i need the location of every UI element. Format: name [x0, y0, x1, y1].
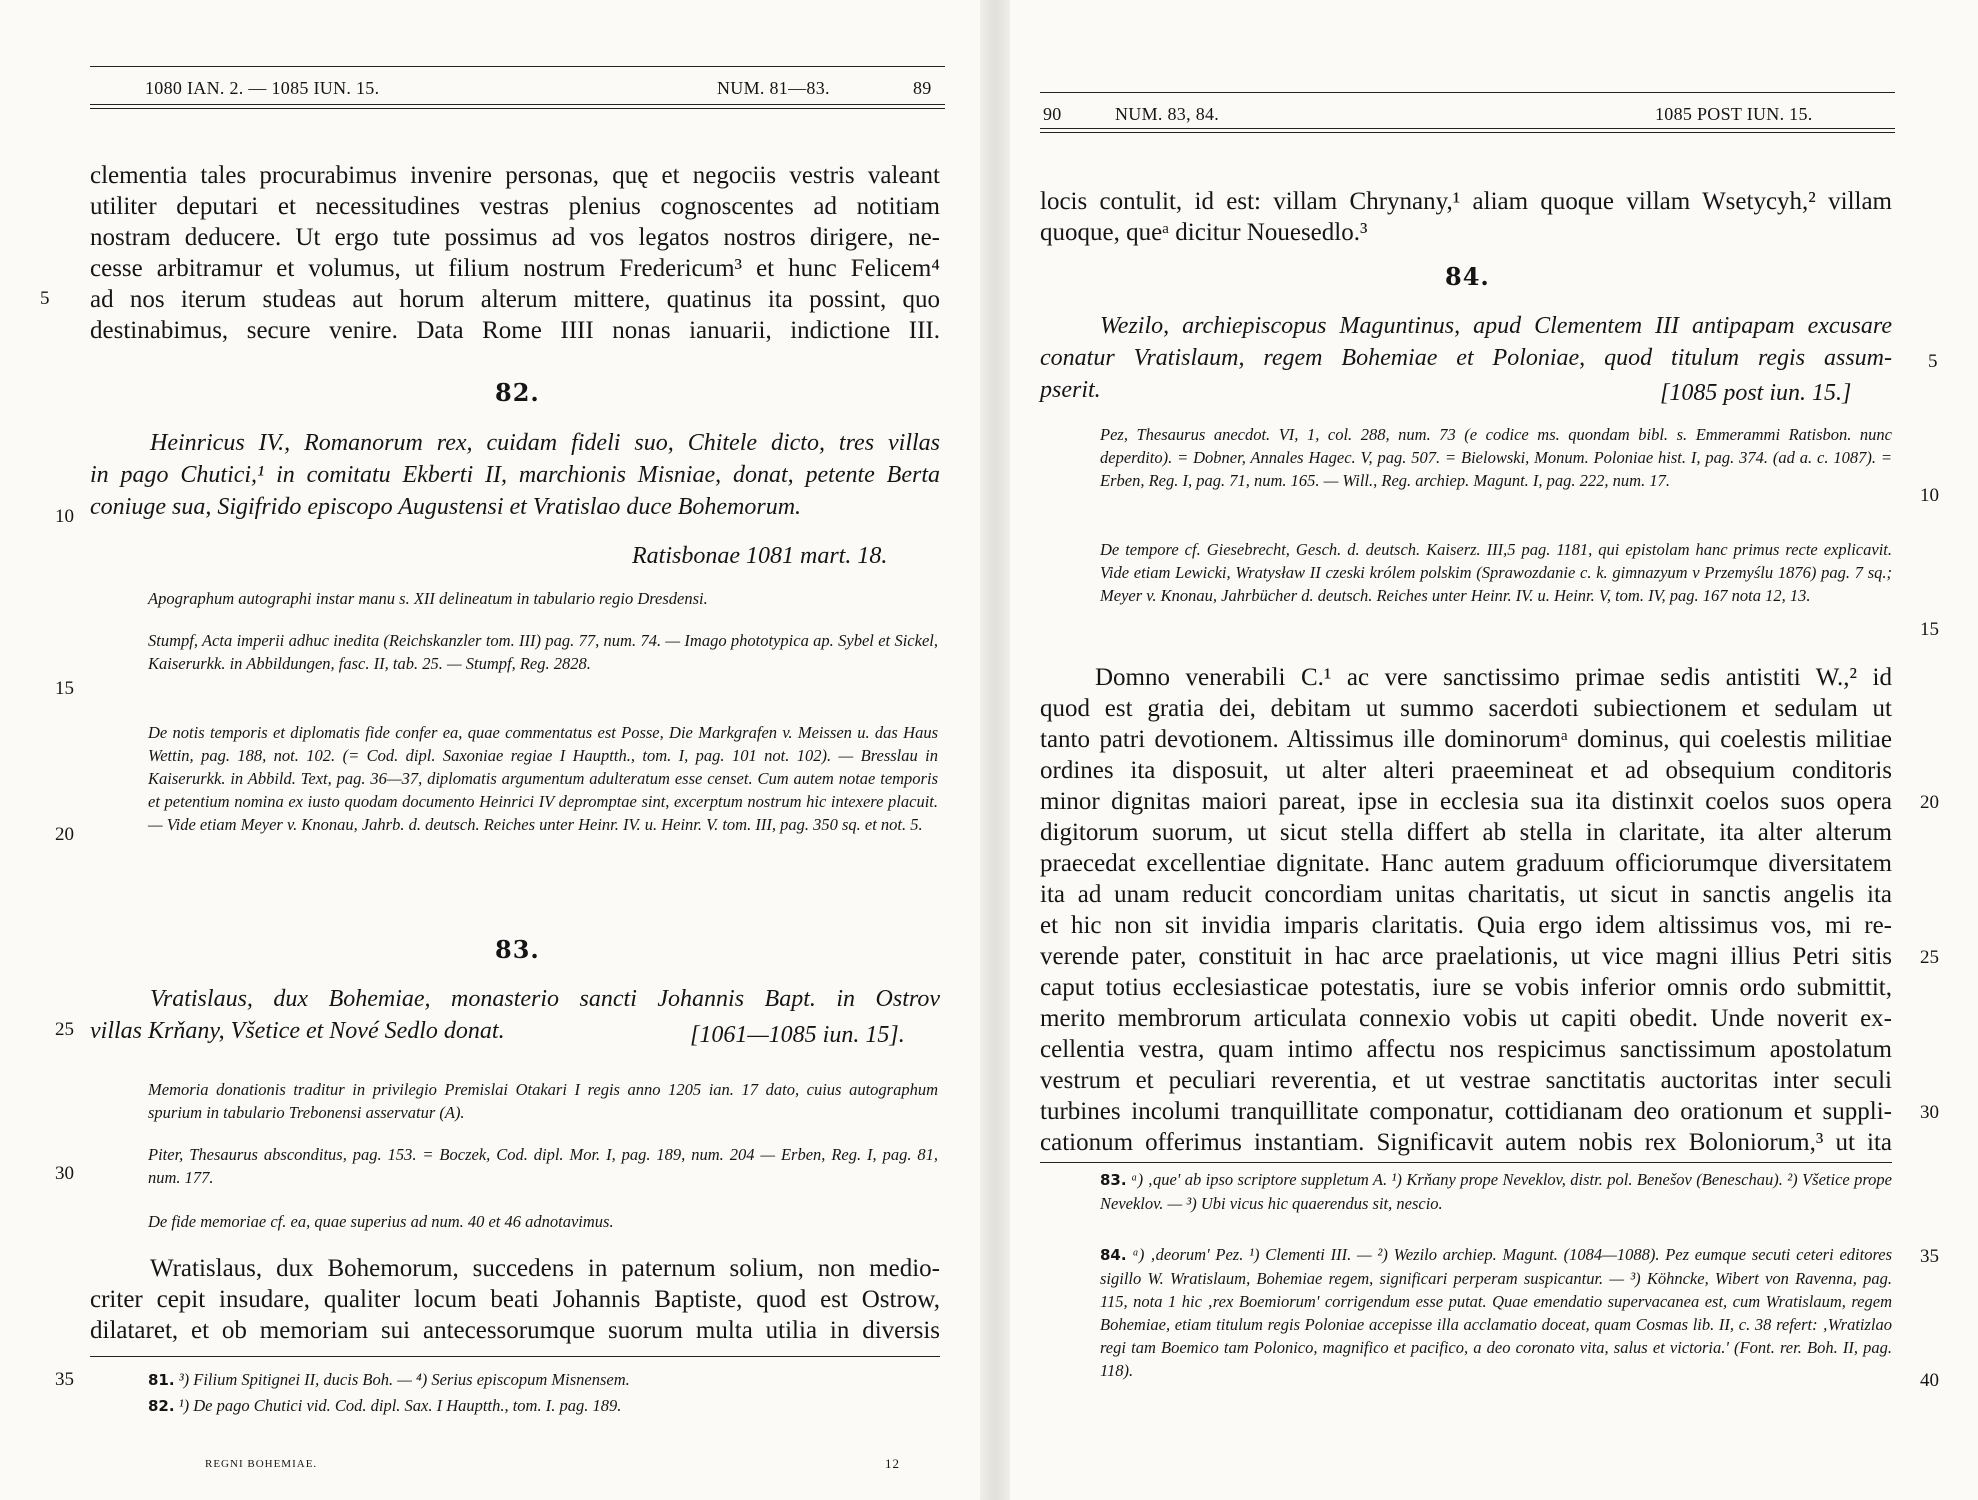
- text-line: vestrum et peculiari reverentia, et ut vestrae sanctitatis auctoritas inter seculi: [1040, 1067, 1892, 1094]
- text-line: tanto patri devotionem. Altissimus ille dominorumᵃ dominus, qui coelestis militiae: [1040, 726, 1892, 753]
- text-line: caput totius ecclesiasticae potestatis, iure se vobis inferior omnis ordo submittit,: [1040, 974, 1892, 1001]
- regest-line: in pago Chutici,¹ in comitatu Ekberti II, marchionis Misniae, donat, petente Berta: [90, 462, 940, 488]
- signature-mark: REGNI BOHEMIAE.: [205, 1458, 318, 1470]
- text-line: ordines ita disposuit, ut alter alteri praeemineat et ad obsequium conditoris: [1040, 757, 1892, 784]
- text-line: quod est gratia dei, debitam ut summo sacerdoti subiectionem et sedulam ut: [1040, 695, 1892, 722]
- text-line: Wratislaus, dux Bohemorum, succedens in paternum solium, non medio-: [150, 1255, 940, 1282]
- text-line: criter cepit insudare, qualiter locum beati Johannis Baptiste, quod est Ostrow,: [90, 1286, 940, 1313]
- line-number: 35: [1920, 1246, 1939, 1267]
- footnote-text: ᵃ) ‚que' ab ipso scriptore suppletum A. ¹) Krňany prope Neveklov, distr. pol. Benešov (Beneschau). ²) Všetice prope Neveklov. — ³) Ubi vicus hic quaerendus sit, nescio.: [1100, 1170, 1893, 1213]
- regest-line: villas Krňany, Všetice et Nové Sedlo donat.: [90, 1018, 505, 1044]
- line-number: 30: [1920, 1102, 1939, 1123]
- footnote-83: [1100, 1168, 1892, 1215]
- regest-line: Vratislaus, dux Bohemiae, monasterio sancti Johannis Bapt. in Ostrov: [150, 986, 940, 1012]
- text-line: Domno venerabili C.¹ ac vere sanctissimo primae sedis antistiti W.,² id: [1095, 664, 1892, 691]
- text-line: merito membrorum articulata connexio vobis ut capiti obedit. Unde noverit ex-: [1040, 1005, 1892, 1032]
- right-page: [1010, 0, 1978, 1500]
- text-line: minor dignitas maiori pareat, ipse in ecclesia sua ita distinxit coelos suos opera: [1040, 788, 1892, 815]
- text-line: turbines incolumi tranquillitate componatur, cottidianam deo orationum et suppli-: [1040, 1098, 1892, 1125]
- line-number: 25: [55, 1019, 74, 1040]
- footnote-text: ¹) De pago Chutici vid. Cod. dipl. Sax. I Hauptth., tom. I. pag. 189.: [178, 1396, 622, 1415]
- regest-82: [90, 427, 940, 523]
- text-line: cesse arbitramur et volumus, ut filium nostrum Fredericum³ et hunc Felicem⁴: [90, 255, 940, 282]
- text-line: quoque, queᵃ dicitur Nouesedlo.³: [1040, 219, 1368, 246]
- regest-line: pserit.: [1040, 377, 1101, 403]
- date-83: [1061—1085 iun. 15].: [690, 1022, 905, 1048]
- text-line: digitorum suorum, ut sicut stella differt ab stella in claritate, ita alter alterum: [1040, 819, 1892, 846]
- text-line: nostram deducere. Ut ergo tute possimus ad vos legatos nostros dirigere, ne-: [90, 224, 940, 251]
- date-84: [1085 post iun. 15.]: [1660, 380, 1852, 406]
- line-number: 10: [1920, 485, 1939, 506]
- footnote-number: 83.: [1100, 1171, 1127, 1189]
- intro-text: [1040, 186, 1892, 248]
- text-83: [90, 1253, 940, 1346]
- running-head-numbers: NUM. 81—83.: [717, 78, 830, 98]
- text-line: dilataret, et ob memoriam sui antecessorumque suorum multa utilia in diversis: [90, 1317, 940, 1344]
- text-line: cationum offerimus instantiam. Significavit autem nobis rex Boloniorum,³ ut ita: [1040, 1129, 1892, 1156]
- footnote-82: [148, 1394, 938, 1418]
- line-number: 15: [55, 678, 74, 699]
- text-line: destinabimus, secure venire. Data Rome IIII nonas ianuarii, indictione III.: [90, 317, 940, 344]
- note-82-2: Stumpf, Acta imperii adhuc inedita (Reichskanzler tom. III) pag. 77, num. 74. — Imago phototypica ap. Sybel et Sickel, Kaiserurkk. in Abbildungen, fasc. II, tab. 25. — Stumpf, Reg. 2828.: [148, 631, 938, 673]
- footnote-rule: [1040, 1162, 1892, 1163]
- line-number: 15: [1920, 619, 1939, 640]
- document-number-83: 83.: [495, 935, 540, 964]
- running-head-numbers: NUM. 83, 84.: [1115, 104, 1220, 124]
- book-gutter: [980, 0, 1010, 1500]
- date-82: Ratisbonae 1081 mart. 18.: [632, 543, 888, 569]
- page-number: 90: [1043, 104, 1062, 124]
- note-83-3: De fide memoriae cf. ea, quae superius ad num. 40 et 46 adnotavimus.: [148, 1212, 614, 1231]
- document-number-82: 82.: [495, 378, 540, 407]
- header-bottom-rule-2: [90, 108, 945, 109]
- line-number: 5: [40, 288, 50, 309]
- note-82-3: De notis temporis et diplomatis fide confer ea, quae commentatus est Posse, Die Markgrafen v. Meissen u. das Haus Wettin, pag. 188, not. 102. (= Cod. dipl. Saxoniae regiae I Hauptth., tom. I, pag. 101 not. 102). — Bresslau in Kaiserurkk. in Abbild. Text, pag. 36—37, diplomatis argumentum adulteratum esse censet. Cum autem notae temporis et petentium nomina ex iusto quodam documento Heinrici IV depromptae sint, excerptum nostrum hic intexere placuit. — Vide etiam Meyer v. Knonau, Jahrb. d. deutsch. Reiches unter Heinr. IV. u. Heinr. V. tom. III, pag. 350 sq. et not. 5.: [148, 723, 938, 834]
- footnote-text: ᵃ) ‚deorum' Pez. ¹) Clementi III. — ²) Wezilo archiep. Magunt. (1084—1088). Pez eumque secuti ceteri editores sigillo W. Wratislaum, Bohemiae regem, significari perperam suspicantur. — ³) Köhncke, Wibert von Ravenna, pag. 115, nota 1 hic ‚rex Boemiorum' corrigendum esse putat. Quae emendatio supervacanea est, cum Wratislaum, regem Bohemiae, etiam titulum regis Poloniae accepisse illa acclamatio doceat, quam Cosmas lib. II, c. 38 refert: ‚Wratizlao regi tam Boemico tam Polonico, magnifico et pacifico, a deo coronato vita, salus et victoria.' (Font. rer. Boh. II, pag. 118).: [1100, 1245, 1892, 1380]
- line-number: 40: [1920, 1370, 1939, 1391]
- line-number: 20: [1920, 792, 1939, 813]
- line-number: 30: [55, 1163, 74, 1184]
- text-line: utiliter deputari et necessitudines vestras plenius cognoscentes ad notitiam: [90, 193, 940, 220]
- note-83-2: Piter, Thesaurus absconditus, pag. 153. = Boczek, Cod. dipl. Mor. I, pag. 189, num. 204 — Erben, Reg. I, pag. 81, num. 177.: [148, 1145, 938, 1187]
- footnote-text: ³) Filium Spitignei II, ducis Boh. — ⁴) Serius episcopum Misnensem.: [178, 1370, 630, 1389]
- left-page: [0, 0, 980, 1500]
- text-line: ita ad unam reducit concordiam unitas charitatis, ut sicut in sanctis angelis ita: [1040, 881, 1892, 908]
- footnote-rule: [90, 1356, 940, 1357]
- document-number-84: 84.: [1445, 262, 1490, 291]
- sheet-number: 12: [885, 1456, 900, 1471]
- footnote-number: 84.: [1100, 1246, 1127, 1264]
- regest-line: coniuge sua, Sigifrido episcopo Augustensi et Vratislao duce Bohemorum.: [90, 494, 802, 520]
- note-84-2: De tempore cf. Giesebrecht, Gesch. d. deutsch. Kaiserz. III,5 pag. 1181, qui epistolam hanc primus recte explicavit. Vide etiam Lewicki, Wratysław II czeski królem polskim (Sprawozdanie c. k. gimnazyum v Przemyślu 1876) pag. 7 sq.; Meyer v. Knonau, Jahrbücher d. deutsch. Reiches unter Heinr. IV. u. Heinr. V, tom. IV, pag. 167 nota 12, 13.: [1100, 540, 1892, 605]
- line-number: 25: [1920, 947, 1939, 968]
- footnote-number: 82.: [148, 1397, 175, 1415]
- text-line: clementia tales procurabimus invenire personas, quę et negociis vestris valeant: [90, 162, 940, 189]
- text-line: locis contulit, id est: villam Chrynany,¹ aliam quoque villam Wsetycyh,² villam: [1040, 188, 1892, 215]
- running-head-dates: 1080 IAN. 2. — 1085 IUN. 15.: [145, 78, 380, 98]
- text-line: et hic non sit invidia imparis claritatis. Quia ergo idem altissimus vos, mi re-: [1040, 912, 1892, 939]
- text-line: cellentia vestra, quam intimo affectu nos respicimus sanctissimum apostolatum: [1040, 1036, 1892, 1063]
- note-84-1: Pez, Thesaurus anecdot. VI, 1, col. 288, num. 73 (e codice ms. quondam bibl. s. Emmerammi Ratisbon. nunc deperdito). = Dobner, Annales Hagec. V, pag. 507. = Bielowski, Monum. Poloniae hist. I, pag. 374. (ad a. c. 1087). = Erben, Reg. I, pag. 71, num. 165. — Will., Reg. archiep. Magunt. I, pag. 222, num. 17.: [1100, 425, 1892, 490]
- header-bottom-rule: [90, 104, 945, 105]
- intro-text: [90, 160, 940, 346]
- text-line: ad nos iterum studeas aut horum alterum mittere, quatinus ita possint, quo: [90, 286, 940, 313]
- line-number: 10: [55, 506, 74, 527]
- line-number: 20: [55, 824, 74, 845]
- text-84: [1040, 662, 1892, 1158]
- line-number: 5: [1928, 351, 1938, 372]
- text-line: praecedat excellentiae dignitate. Hanc autem graduum officiorumque diversitatem: [1040, 850, 1892, 877]
- text-line: verende pater, constituit in hac arce praelationis, ut vice magni illius Petri sitis: [1040, 943, 1892, 970]
- header-bottom-rule-2: [1040, 132, 1895, 133]
- note-83-1: Memoria donationis traditur in privilegio Premislai Otakari I regis anno 1205 ian. 17 dato, cuius autographum spurium in tabulario Trebonensi asservatur (A).: [148, 1080, 938, 1122]
- footnote-84: [1100, 1243, 1892, 1382]
- header-top-rule: [1040, 92, 1895, 93]
- header-bottom-rule: [1040, 128, 1895, 129]
- header-top-rule: [90, 66, 945, 67]
- regest-line: conatur Vratislaum, regem Bohemiae et Poloniae, quod titulum regis assum-: [1040, 345, 1892, 371]
- line-number: 35: [55, 1369, 74, 1390]
- footnote-number: 81.: [148, 1371, 175, 1389]
- note-82-1: Apographum autographi instar manu s. XII delineatum in tabulario regio Dresdensi.: [148, 589, 708, 608]
- regest-line: Wezilo, archiepiscopus Maguntinus, apud Clementem III antipapam excusare: [1100, 313, 1892, 339]
- regest-line: Heinricus IV., Romanorum rex, cuidam fideli suo, Chitele dicto, tres villas: [150, 430, 940, 456]
- footnote-81: [148, 1368, 938, 1392]
- page-number: 89: [913, 78, 932, 98]
- running-head-dates: 1085 POST IUN. 15.: [1655, 104, 1813, 124]
